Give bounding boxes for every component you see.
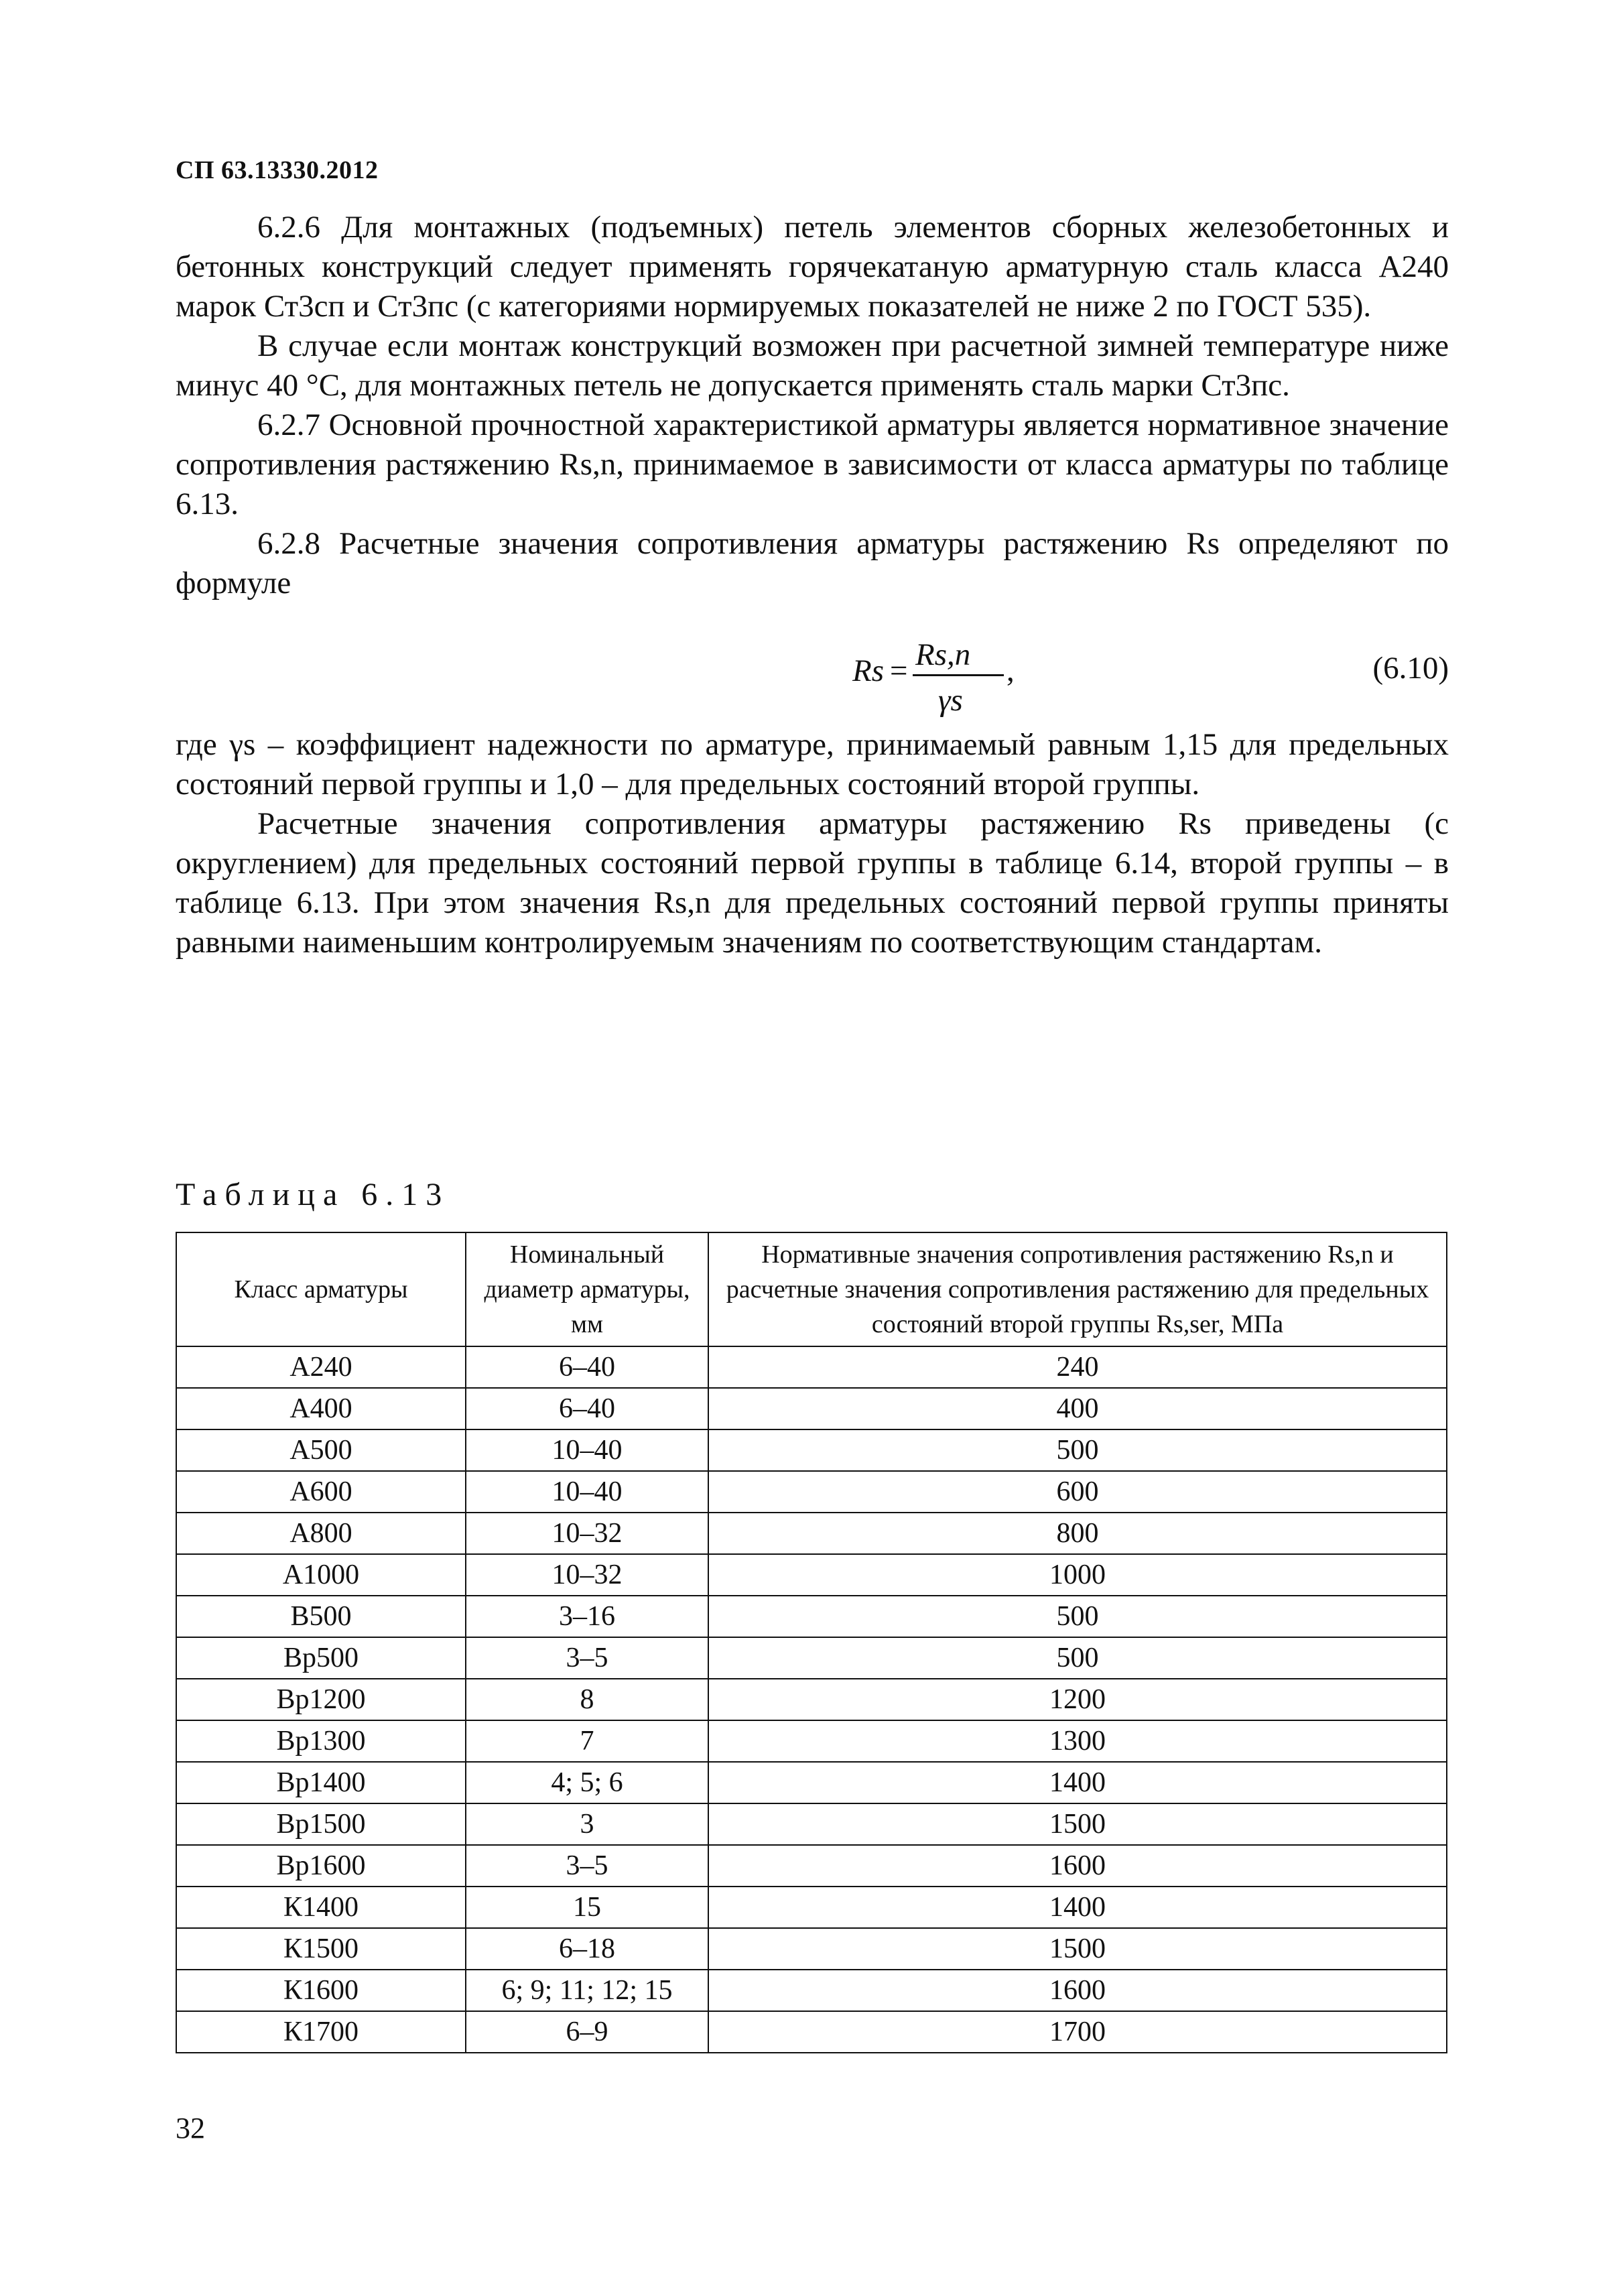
cell-resistance: 500 [708,1429,1447,1471]
formula-numerator: Rs,n [915,637,971,672]
cell-diameter: 6; 9; 11; 12; 15 [466,1970,708,2011]
table-row [176,1887,1447,1928]
cell-resistance: 1200 [708,1679,1447,1720]
table-row [176,1554,1447,1596]
cell-resistance: 1000 [708,1554,1447,1596]
cell-class: К1400 [176,1887,466,1928]
table-row [176,1803,1447,1845]
cell-class: К1500 [176,1928,466,1970]
table-row [176,1679,1447,1720]
cell-resistance: 1300 [708,1720,1447,1762]
paragraph-6-2-8: 6.2.8 Расчетные значения сопротивления арматуры растяжению Rs определяют по формуле [176,526,1449,600]
cell-class: А400 [176,1388,466,1429]
table-row [176,1346,1447,1388]
cell-class: В500 [176,1596,466,1637]
formula-denominator: γs [938,683,963,718]
table-row [176,1845,1447,1887]
cell-diameter: 10–40 [466,1471,708,1513]
cell-diameter: 6–18 [466,1928,708,1970]
formula-number: (6.10) [1372,651,1449,686]
cell-class: Вр1200 [176,1679,466,1720]
cell-diameter: 3–5 [466,1637,708,1679]
cell-class: А600 [176,1471,466,1513]
cell-resistance: 500 [708,1596,1447,1637]
cell-resistance: 1400 [708,1887,1447,1928]
cell-resistance: 1600 [708,1970,1447,2011]
paragraph-6-2-6: 6.2.6 Для монтажных (подъемных) петель элементов сборных железобетонных и бетонных конструкций следует применять горячекатаную арматурную сталь класса А240 марок Ст3сп и Ст3пс (с категориями нормируемых показателей не ниже 2 по ГОСТ 535). [176,210,1449,324]
cell-diameter: 3–5 [466,1845,708,1887]
cell-class: Вр1600 [176,1845,466,1887]
cell-diameter: 3 [466,1803,708,1845]
formula-lhs: Rs [852,653,884,688]
table-row [176,1513,1447,1554]
cell-resistance: 1500 [708,1803,1447,1845]
cell-resistance: 1400 [708,1762,1447,1803]
formula-comma: , [1007,653,1015,688]
reinforcement-resistance-table [176,1232,1447,2053]
cell-resistance: 400 [708,1388,1447,1429]
table-row [176,1928,1447,1970]
cell-diameter: 10–32 [466,1513,708,1554]
table-row [176,1720,1447,1762]
header-class: Класс арматуры [176,1232,466,1346]
table-row [176,1762,1447,1803]
paragraph-6-2-7: 6.2.7 Основной прочностной характеристикой арматуры является нормативное значение сопротивления растяжению Rs,n, принимаемое в зависимости от класса арматуры по таблице 6.13. [176,407,1449,521]
table-row [176,1970,1447,2011]
cell-diameter: 10–40 [466,1429,708,1471]
cell-diameter: 6–9 [466,2011,708,2053]
cell-class: А500 [176,1429,466,1471]
cell-diameter: 10–32 [466,1554,708,1596]
table-caption: Таблица 6.13 [176,1177,450,1212]
table-row [176,2011,1447,2053]
cell-resistance: 800 [708,1513,1447,1554]
paragraph-design-values: Расчетные значения сопротивления арматуры растяжению Rs приведены (с округлением) для предельных состояний первой группы в таблице 6.14, второй группы – в таблице 6.13. При этом значения Rs,n для предельных состояний первой группы приняты равными наименьшим контролируемым значениям по соответствующим стандартам. [176,806,1449,960]
cell-class: А240 [176,1346,466,1388]
cell-class: К1600 [176,1970,466,2011]
cell-diameter: 6–40 [466,1388,708,1429]
document-body [176,208,1449,962]
table-body [176,1346,1447,2053]
cell-diameter: 7 [466,1720,708,1762]
cell-resistance: 1500 [708,1928,1447,1970]
fraction-bar [913,674,1004,676]
paragraph-winter-temperature: В случае если монтаж конструкций возможен при расчетной зимней температуре ниже минус 40 °С, для монтажных петель не допускается применять сталь марки Ст3пс. [176,328,1449,403]
table-row [176,1471,1447,1513]
cell-diameter: 15 [466,1887,708,1928]
document-code-header: СП 63.13330.2012 [176,156,379,184]
header-diameter: Номинальный диаметр арматуры, мм [466,1232,708,1346]
cell-diameter: 4; 5; 6 [466,1762,708,1803]
table-row [176,1388,1447,1429]
formula-6-10 [176,609,1449,722]
table-row [176,1429,1447,1471]
cell-resistance: 1600 [708,1845,1447,1887]
page-number: 32 [176,2112,205,2145]
cell-resistance: 500 [708,1637,1447,1679]
cell-diameter: 8 [466,1679,708,1720]
cell-resistance: 600 [708,1471,1447,1513]
table-header-row [176,1232,1447,1346]
cell-diameter: 6–40 [466,1346,708,1388]
formula-equals: = [890,653,908,688]
cell-class: Вр1400 [176,1762,466,1803]
cell-class: К1700 [176,2011,466,2053]
cell-class: А800 [176,1513,466,1554]
cell-class: Вр1300 [176,1720,466,1762]
cell-resistance: 240 [708,1346,1447,1388]
cell-diameter: 3–16 [466,1596,708,1637]
cell-class: Вр500 [176,1637,466,1679]
header-resistance: Нормативные значения сопротивления растяжению Rs,n и расчетные значения сопротивления растяжению для предельных состояний второй группы Rs,ser, МПа [708,1232,1447,1346]
cell-class: Вр1500 [176,1803,466,1845]
paragraph-where-gamma: где γs – коэффициент надежности по арматуре, принимаемый равным 1,15 для предельных состояний первой группы и 1,0 – для предельных состояний второй группы. [176,727,1449,802]
cell-resistance: 1700 [708,2011,1447,2053]
table-row [176,1596,1447,1637]
table-row [176,1637,1447,1679]
cell-class: А1000 [176,1554,466,1596]
